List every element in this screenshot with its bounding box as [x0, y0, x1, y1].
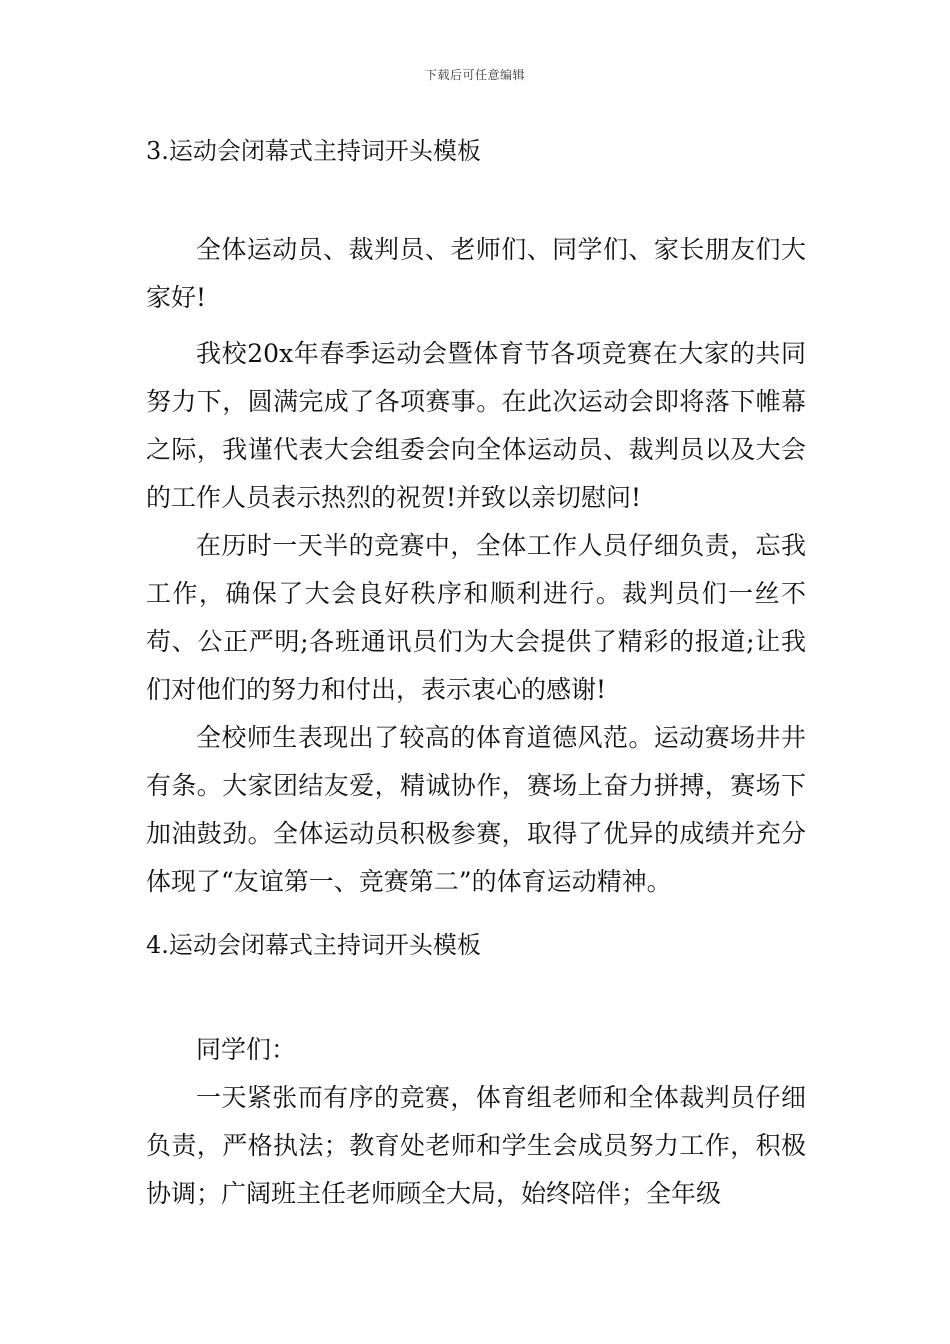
section-title: 4.运动会闭幕式主持词开头模板	[146, 931, 481, 959]
body-paragraph: 我校20x年春季运动会暨体育节各项竞赛在大家的共同努力下，圆满完成了各项赛事。在此次运动会即将落下帷幕之际，我谨代表大会组委会向全体运动员、裁判员以及大会的工作人员表示热烈的祝贺!并致以亲切慰问!	[146, 339, 806, 512]
section-title: 3.运动会闭幕式主持词开头模板	[146, 137, 481, 165]
greeting-paragraph: 全体运动员、裁判员、老师们、同学们、家长朋友们大家好!	[146, 235, 806, 312]
body-paragraph: 一天紧张而有序的竞赛，体育组老师和全体裁判员仔细负责，严格执法；教育处老师和学生会成员努力工作，积极协调；广阔班主任老师顾全大局，始终陪伴；全年级	[146, 1083, 806, 1208]
body-paragraph: 全校师生表现出了较高的体育道德风范。运动赛场井井有条。大家团结友爱，精诚协作，赛场上奋力拼搏，赛场下加油鼓劲。全体运动员积极参赛，取得了优异的成绩并充分体现了“友谊第一、竞赛第二”的体育运动精神。	[146, 723, 806, 896]
page-header-note: 下载后可任意编辑	[424, 68, 525, 82]
body-paragraph: 在历时一天半的竞赛中，全体工作人员仔细负责，忘我工作，确保了大会良好秩序和顺利进行。裁判员们一丝不苟、公正严明;各班通讯员们为大会提供了精彩的报道;让我们对他们的努力和付出，表示衷心的感谢!	[146, 531, 806, 704]
greeting-paragraph: 同学们：	[196, 1035, 297, 1064]
